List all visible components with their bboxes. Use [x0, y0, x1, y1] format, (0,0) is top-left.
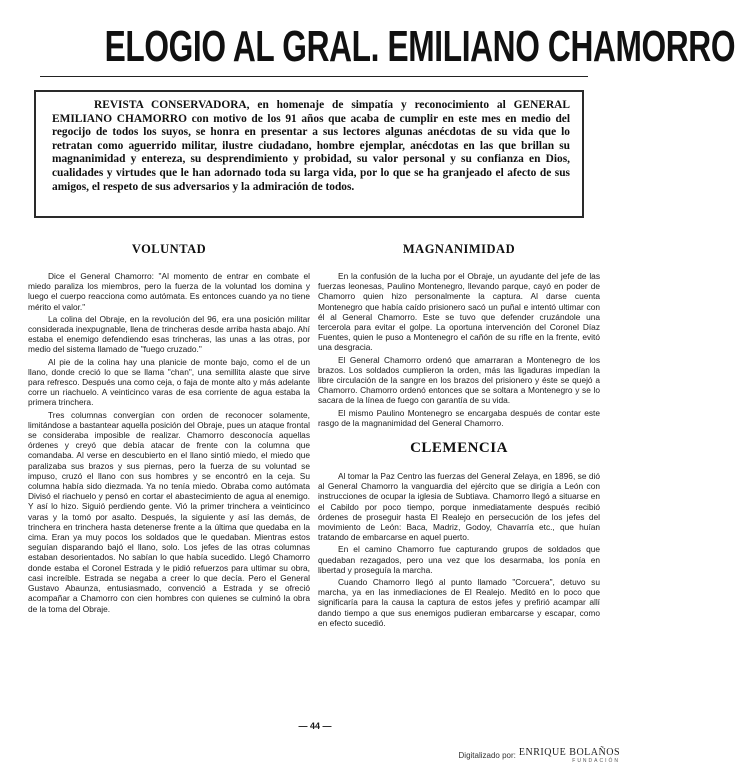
section-heading-voluntad: VOLUNTAD [131, 242, 207, 256]
digitization-credit [459, 747, 620, 764]
paragraph: En la confusión de la lucha por el Obraje, un ayudante del jefe de las fuerzas leonesas, Paulino Montenegro, llevando parque, cayó en poder de Chamorro quien hizo personalmente la captura. Al darse cuenta Montenegro que había caído prisionero sacó un puñal e intentó ultimar con él al General Chamorro. Este se tuvo que defender cruzándole una tercerola para evitar el golpe. La oportuna intervención del Coronel Díaz Fuentes, quien le puso a Montenegro el cañón de su rifle en la frente, evitó una desgracia. [318, 271, 600, 353]
paragraph: En el camino Chamorro fue capturando grupos de soldados que quedaban rezagados, pero una vez que los desarmaba, los ponía en libertad y proseguía la marcha. [318, 544, 600, 575]
paragraph: Al tomar la Paz Centro las fuerzas del General Zelaya, en 1896, se dió al General Chamorro la vanguardia del ejército que se dirigía a León con instrucciones de ocupar la iglesia de Subtiava. Chamorro llegó a situarse en el Cabildo por poco tiempo, porque inmediatamente después recibió órdenes de proseguir hasta El Realejo en persecución de los jefes del movimiento de León: Baca, Madriz, Godoy, Chavarría etc., que huían tratando de embarcarse en aquel puerto. [318, 471, 600, 543]
paragraph: La colina del Obraje, en la revolución del 96, era una posición militar considerada inexpugnable, llena de trincheras desde arriba hasta abajo. Ahí estaba el enemigo defendiendo esas trincheras, las unas a las otras, por medio del sistema llamado de "fuego cruzado." [28, 313, 310, 355]
page-number: — 44 — [298, 721, 332, 731]
intro-box [34, 90, 584, 218]
paragraph: El mismo Paulino Montenegro se encargaba después de contar este rasgo de la magnanimidad del General Chamorro. [318, 407, 600, 428]
paragraph: Al pie de la colina hay una planicie de monte bajo, como el de un llano, donde creció lo que se llama "chan", una semillita alaste que sirve para refresco. Después una como ceja, o faja de monte alto y más adelante corre un riachuelo. A veinticinco varas de esa corriente de agua estaba la primera trinchera. [28, 356, 310, 408]
credit-label: Digitalizado por: [458, 751, 516, 760]
credit-logo [519, 747, 620, 764]
title-rule [40, 76, 588, 77]
page-title: ELOGIO AL GRAL. EMILIANO CHAMORRO [104, 22, 735, 71]
section-heading-clemencia: CLEMENCIA [410, 440, 508, 457]
credit-sub: FUNDACIÓN [572, 758, 620, 764]
section-heading-magnanimidad: MAGNANIMIDAD [402, 242, 516, 256]
intro-text: REVISTA CONSERVADORA, en homenaje de simpatía y reconocimiento al GENERAL EMILIANO CHAMORRO con motivo de los 91 años que acaba de cumplir en este mes en medio del regocijo de todos los suyos, se honra en presentar a sus lectores algunas anécdotas de su vida que lo retratan como aguerrido militar, ilustre ciudadano, hombre ejemplar, anécdotas en las que brillan su magnanimidad y entereza, su desprendimiento y probidad, su valor personal y su confianza en Dios, cualidades y virtudes que le han adornado toda su larga vida, por lo que se ha granjeado el afecto de sus amigos, el respeto de sus adversarios y la admiración de todos. [52, 99, 570, 193]
paragraph: Dice el General Chamorro: "Al momento de entrar en combate el miedo paraliza los miembros, pero la fuerza de la voluntad los domina y luego el cuerpo reacciona como autómata. Es entonces cuando ya no tiene mérito el valor." [28, 271, 310, 312]
credit-brand: ENRIQUE BOLAÑOS [518, 747, 620, 758]
left-column [28, 232, 310, 616]
paragraph: Cuando Chamorro llegó al punto llamado "Corcuera", detuvo su marcha, ya en las inmediaciones de El Realejo. Meditó en lo poco que significaría para la causa la captura de estos jefes y prefirió acampar allí dando tiempo a que sus enemigos pudieran embarcarse y escapar, como en efecto sucedió. [318, 577, 600, 628]
paragraph: Tres columnas convergían con orden de reconocer solamente, limitándose a bastantear aquella posición del Obraje, pues un ataque frontal se consideraba imposible de realizar. Chamorro desconocía aquellas órdenes y creyó que debía atacar de frente con la columna que comandaba. Al verse en descubierto en el llano sintió miedo, el miedo que paralizaba sus brazos y sus piernas, pero la fuerza de su voluntad se impuso, cruzó el llano con sus hombres y se encontró en la ceja. Su columna había sido diezmada. Ya no tenía miedo. Obraba como autómata Divisó el riachuelo y pensó en cortar el abastecimiento de agua al enemigo. Y así lo hizo. Siguió perdiendo gente. Vió la primer trinchera a veinticinco varas y la tomó por asalto. Después, la siguiente y así las demás, de trinchera en trinchera hasta detenerse frente a la última que quedaba en la cima. Eran ya muy pocos los soldados que le quedaban. Mientras estos seguían disparando bajó el llano, solo. Los jefes de las otras columnas estaban desorientados. No sabían lo que había sucedido. Llegó Chamorro donde estaba el Coronel Estrada y le pidió refuerzos para ultimar su obra, casi increíble. Estrada se negaba a creer lo que decía. Pero el General Gustavo Abaunza, entusiasmado, convenció a Estrada y se ofreció acompañar a Chamorro con cien hombres con quienes se culminó la obra de la toma del Obraje. [28, 409, 310, 614]
right-column [318, 232, 600, 630]
paragraph: El General Chamorro ordenó que amarraran a Montenegro de los brazos. Los soldados cumplieron la orden, más las ligaduras impedían la libre circulación de la sangre en los brazos del prisionero y éste se quejó a Chamorro. Chamorro ordenó entonces que se soltara a Montenegro y se lo sacara de la línea de fuego con garantía de su vida. [318, 354, 600, 406]
